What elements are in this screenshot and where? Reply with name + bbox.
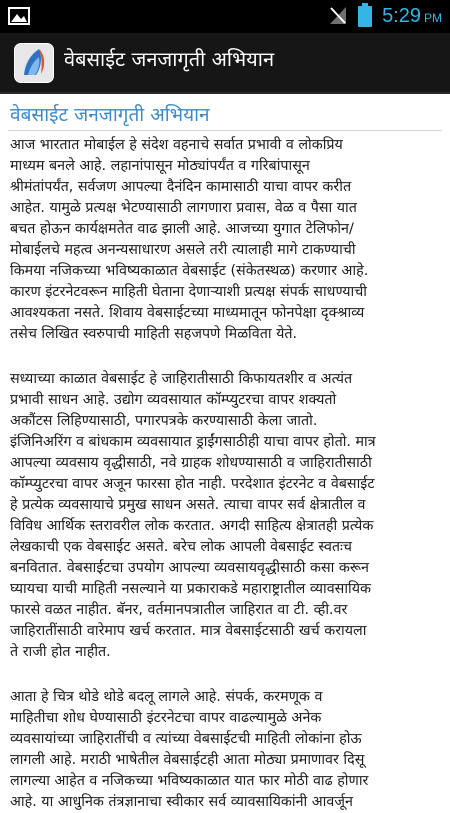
- paragraph-line: हे प्रत्येक व्यवसायाचे प्रमुख साधन असते. त्याचा वापर सर्व क्षेत्रातील व: [10, 497, 366, 513]
- gallery-notification-icon: [8, 7, 30, 25]
- paragraph-line: बनवितात. वेबसाईटचा उपयोग आपल्या व्यवसायवृद्धीसाठी कसा करून: [10, 560, 369, 576]
- paragraph-line: माहितीचा शोध घेण्यासाठी इंटरनेटचा वापर वाढल्यामुळे अनेक: [10, 710, 322, 726]
- paragraph-line: अकौंटस लिहिण्यासाठी, पगारपत्रके करण्यासाठी केला जातो.: [10, 413, 318, 429]
- paragraph-spacer: [0, 663, 450, 683]
- paragraph-line: आता हे चित्र थोडे थोडे बदलू लागले आहे. संपर्क, करमणूक व: [10, 689, 323, 705]
- paragraph-line: फारसे वळत नाहीत. बॅनर, वर्तमानपत्रातील जाहिरात वा टी. व्ही.वर: [10, 602, 348, 618]
- paragraph-line: जाहिरातींसाठी वारेमाप खर्च करतात. मात्र वेबसाईटसाठी खर्च करायला: [10, 623, 367, 639]
- paragraph-line: लागली आहे. मराठी भाषेतील वेबसाईटही आता मोठ्या प्रमाणावर दिसू: [10, 752, 365, 768]
- status-time: 5:29: [382, 5, 421, 27]
- paragraph-line: मोबाईलचे महत्व अनन्यसाधारण असले तरी त्यालाही मागे टाकण्याची: [10, 242, 356, 258]
- paragraph-line: बचत होऊन कार्यक्षमतेत वाढ झाली आहे. आजच्या युगात टेलिफोन/: [10, 221, 354, 237]
- title-divider: [8, 130, 442, 131]
- status-bar: [0, 0, 450, 33]
- battery-icon: [358, 3, 372, 31]
- paragraph-line: लागल्या आहेत व नजिकच्या भविष्यकाळात यात फार मोठी वाढ होणार: [10, 773, 369, 789]
- paragraph-line: विविध आर्थिक स्तरावरील लोक करतात. अगदी साहित्य क्षेत्रातही प्रत्येक: [10, 518, 374, 534]
- paragraph-spacer: [0, 345, 450, 365]
- status-ampm: PM: [424, 11, 442, 25]
- paragraph-line: तसेच लिखित स्वरुपाची माहिती सहजपणे मिळविता येते.: [10, 326, 298, 342]
- paragraph-line: आवश्यकता नसते. शिवाय वेबसाईटच्या माध्यमातून फोनपेक्षा दृक्श्राव्य: [10, 305, 365, 321]
- paragraph-line: लेखकाची एक वेबसाईट असते. बरेच लोक आपली वेबसाईट स्वतःच: [10, 539, 353, 555]
- paragraph-line: कॉम्प्युटरचा वापर अजून फारसा होत नाही. परदेशात इंटरनेट व वेबसाईट: [10, 476, 375, 492]
- paragraph-line: इंजिनिअरिंग व बांधकाम व्यवसायात ड्राईंगसाठीही याचा वापर होतो. मात्र: [10, 434, 376, 450]
- paragraph-line: श्रीमंतांपर्यंत, सर्वजण आपल्या दैनंदिन कामासाठी याचा वापर करीत: [10, 179, 352, 195]
- article-paragraph-2: [0, 369, 450, 663]
- signal-muted-icon: [328, 4, 348, 30]
- paragraph-line: व्यवसायांच्या जाहिरातींची व त्यांच्या वेबसाईटची माहिती लोकांना होऊ: [10, 731, 362, 747]
- paragraph-line: कारण इंटरनेटवरून माहिती घेताना देणाऱ्याशी प्रत्यक्ष संपर्क साधण्याची: [10, 284, 368, 300]
- paragraph-line: प्रभावी साधन आहे. उद्योग व्यवसायात कॉम्प्युटरचा वापर शक्यतो: [10, 392, 337, 408]
- status-clock: [382, 5, 442, 28]
- paragraph-line: आपल्या व्यवसाय वृद्धीसाठी, नवे ग्राहक शोधण्यासाठी व जाहिरातीसाठी: [10, 455, 372, 471]
- status-indicators: [328, 0, 442, 33]
- paragraph-line: घ्यायचा याची माहिती नसल्याने या प्रकाराकडे महाराष्ट्रातील व्यावसायिक: [10, 581, 372, 597]
- paragraph-line: आज भारतात मोबाईल हे संदेश वहनाचे सर्वात प्रभावी व लोकप्रिय: [10, 137, 343, 153]
- article-title: वेबसाईट जनजागृती अभियान: [10, 104, 210, 126]
- paragraph-line: ते राजी होत नाहीत.: [10, 644, 111, 660]
- paragraph-line: आहेत. यामुळे प्रत्यक्ष भेटण्यासाठी लागणारा प्रवास, वेळ व पैसा यात: [10, 200, 357, 216]
- article-paragraph-1: [0, 135, 450, 345]
- app-logo-icon[interactable]: [14, 43, 54, 83]
- paragraph-line: सध्याच्या काळात वेबसाईट हे जाहिरातीसाठी किफायतशीर व अत्यंत: [10, 371, 353, 387]
- action-bar: [0, 33, 450, 94]
- paragraph-line: माध्यम बनले आहे. लहानांपासून मोठ्यांपर्यंत व गरिबांपासून: [10, 158, 310, 174]
- paragraph-line: आहे. या आधुनिक तंत्रज्ञानाचा स्वीकार सर्व व्यावसायिकांनी आवर्जून: [10, 794, 353, 810]
- article-scroll-view[interactable]: [0, 94, 450, 810]
- article-paragraph-3: [0, 687, 450, 813]
- app-title: वेबसाईट जनजागृती अभियान: [64, 47, 275, 71]
- paragraph-line: किमया नजिकच्या भविष्यकाळात वेबसाईट (संकेतस्थळ) करणार आहे.: [10, 263, 369, 279]
